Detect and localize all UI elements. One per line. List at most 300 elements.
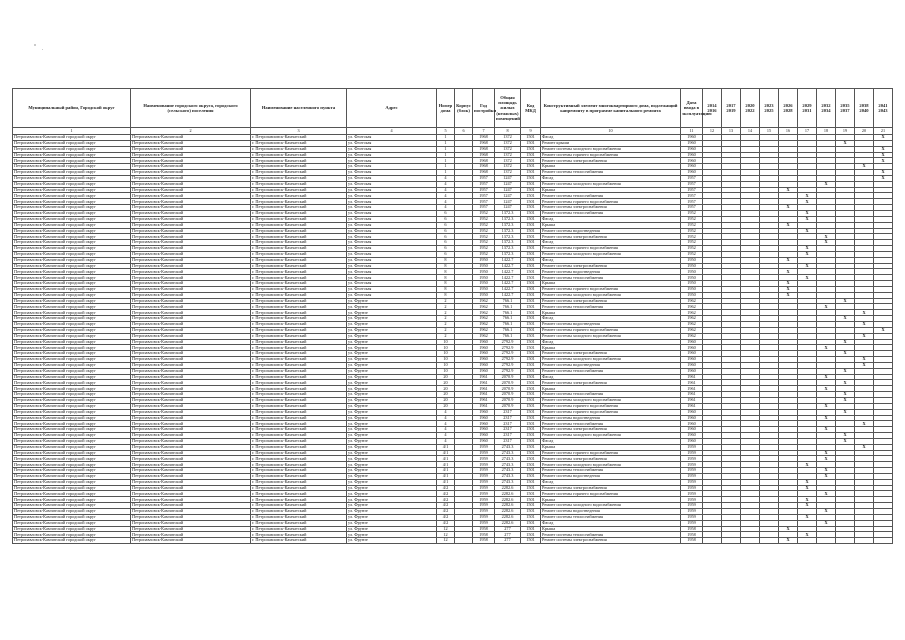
commission-date-cell: 1950 (681, 257, 703, 263)
district-cell: Петропавловск-Камчатский городской округ (13, 514, 131, 520)
house-number-cell: 4/1 (437, 473, 455, 479)
locality-cell: г. Петропавловск-Камчатский (251, 152, 347, 158)
period-cell: X (798, 503, 817, 509)
build-year-cell: 1959 (473, 462, 495, 468)
column-number: 14 (741, 128, 760, 135)
commission-date-cell: 1957 (681, 175, 703, 181)
column-header: Наименование населенного пункта (251, 89, 347, 128)
locality-cell: г. Петропавловск-Камчатский (251, 497, 347, 503)
settlement-cell: Петропавловск-Камчатский (131, 210, 251, 216)
mkd-code-cell: 1501 (521, 403, 541, 409)
settlement-cell: Петропавловск-Камчатский (131, 164, 251, 170)
district-cell: Петропавловск-Камчатский городской округ (13, 240, 131, 246)
area-cell: 1372.3 (495, 210, 521, 216)
build-year-cell: 1961 (473, 386, 495, 392)
scan-margin (0, 0, 905, 88)
house-number-cell: 10 (437, 357, 455, 363)
column-header: 2029 2031 (798, 89, 817, 128)
area-cell: 1372.3 (495, 240, 521, 246)
address-cell: ул. Фрунзе (347, 450, 437, 456)
area-cell: 1247 (495, 187, 521, 193)
column-header: Муниципальный район, Городской округ (13, 89, 131, 128)
settlement-cell: Петропавловск-Камчатский (131, 386, 251, 392)
locality-cell: г. Петропавловск-Камчатский (251, 158, 347, 164)
mkd-code-cell: 1501 (521, 427, 541, 433)
period-cell (703, 538, 722, 544)
area-cell: 2282.6 (495, 520, 521, 526)
address-cell: ул. Фрунзе (347, 298, 437, 304)
period-cell: X (836, 409, 855, 415)
commission-date-cell: 1962 (681, 310, 703, 316)
mkd-code-cell: 1501 (521, 397, 541, 403)
address-cell: ул. Флотская (347, 275, 437, 281)
address-cell: ул. Фрунзе (347, 485, 437, 491)
structural-element-cell: Ремонт системы горячего водоснабжения (541, 246, 681, 252)
mkd-code-cell: 1501 (521, 216, 541, 222)
commission-date-cell: 1957 (681, 193, 703, 199)
build-year-cell: 1962 (473, 310, 495, 316)
locality-cell: г. Петропавловск-Камчатский (251, 503, 347, 509)
period-cell: X (874, 146, 893, 152)
locality-cell: г. Петропавловск-Камчатский (251, 479, 347, 485)
build-year-cell: 1959 (473, 520, 495, 526)
settlement-cell: Петропавловск-Камчатский (131, 140, 251, 146)
area-cell: 2282.6 (495, 503, 521, 509)
period-cell: X (798, 246, 817, 252)
commission-date-cell: 1960 (681, 368, 703, 374)
area-cell: 1247 (495, 181, 521, 187)
column-header: 2014 2016 (703, 89, 722, 128)
build-year-cell: 1952 (473, 246, 495, 252)
settlement-cell: Петропавловск-Камчатский (131, 240, 251, 246)
commission-date-cell: 1950 (681, 269, 703, 275)
district-cell: Петропавловск-Камчатский городской округ (13, 246, 131, 252)
settlement-cell: Петропавловск-Камчатский (131, 187, 251, 193)
column-number: 4 (347, 128, 437, 135)
area-cell: 2792.9 (495, 351, 521, 357)
mkd-code-cell: 1501 (521, 269, 541, 275)
area-cell: 2070.9 (495, 392, 521, 398)
address-cell: ул. Фрунзе (347, 409, 437, 415)
settlement-cell: Петропавловск-Камчатский (131, 333, 251, 339)
build-year-cell: 1957 (473, 181, 495, 187)
address-cell: ул. Флотская (347, 210, 437, 216)
structural-element-cell: Ремонт системы теплоснабжения (541, 532, 681, 538)
build-year-cell: 1952 (473, 222, 495, 228)
mkd-code-cell: 1501 (521, 199, 541, 205)
period-cell: X (817, 374, 836, 380)
block-cell (455, 538, 473, 544)
district-cell: Петропавловск-Камчатский городской округ (13, 175, 131, 181)
build-year-cell: 1950 (473, 292, 495, 298)
build-year-cell: 1959 (473, 503, 495, 509)
mkd-code-cell: 1501 (521, 228, 541, 234)
locality-cell: г. Петропавловск-Камчатский (251, 427, 347, 433)
locality-cell: г. Петропавловск-Камчатский (251, 286, 347, 292)
house-number-cell: 6 (437, 246, 455, 252)
structural-element-cell: Ремонт системы водоотведения (541, 415, 681, 421)
build-year-cell: 1959 (473, 514, 495, 520)
mkd-code-cell: 1501 (521, 170, 541, 176)
area-cell: 1422.7 (495, 281, 521, 287)
address-cell: ул. Флотская (347, 234, 437, 240)
district-cell: Петропавловск-Камчатский городской округ (13, 257, 131, 263)
mkd-code-cell: 1501 (521, 415, 541, 421)
area-cell: 2317 (495, 427, 521, 433)
district-cell: Петропавловск-Камчатский городской округ (13, 199, 131, 205)
build-year-cell: 1960 (473, 357, 495, 363)
settlement-cell: Петропавловск-Камчатский (131, 497, 251, 503)
area-cell: 1247 (495, 175, 521, 181)
locality-cell: г. Петропавловск-Камчатский (251, 140, 347, 146)
mkd-code-cell: 1501 (521, 210, 541, 216)
structural-element-cell: Ремонт системы горячего водоснабжения (541, 403, 681, 409)
build-year-cell: 1962 (473, 322, 495, 328)
area-cell: 2743.3 (495, 444, 521, 450)
house-number-cell: 6 (437, 216, 455, 222)
address-cell: ул. Флотская (347, 146, 437, 152)
structural-element-cell: Ремонт системы теплоснабжения (541, 368, 681, 374)
commission-date-cell: 1961 (681, 392, 703, 398)
locality-cell: г. Петропавловск-Камчатский (251, 357, 347, 363)
column-header: 2020 2022 (741, 89, 760, 128)
structural-element-cell: Ремонт системы холодного водоснабжения (541, 333, 681, 339)
settlement-cell: Петропавловск-Камчатский (131, 392, 251, 398)
period-cell: X (874, 135, 893, 141)
address-cell: ул. Флотская (347, 199, 437, 205)
period-cell: X (798, 193, 817, 199)
address-cell: ул. Флотская (347, 152, 437, 158)
mkd-code-cell: 1501 (521, 357, 541, 363)
locality-cell: г. Петропавловск-Камчатский (251, 345, 347, 351)
column-header: Адрес (347, 89, 437, 128)
district-cell: Петропавловск-Камчатский городской округ (13, 275, 131, 281)
locality-cell: г. Петропавловск-Камчатский (251, 181, 347, 187)
period-cell: X (798, 216, 817, 222)
build-year-cell: 1962 (473, 327, 495, 333)
column-header: 2035 2037 (836, 89, 855, 128)
mkd-code-cell: 1501 (521, 351, 541, 357)
mkd-code-cell: 1501 (521, 251, 541, 257)
district-cell: Петропавловск-Камчатский городской округ (13, 135, 131, 141)
address-cell: ул. Флотская (347, 216, 437, 222)
structural-element-cell: Крыша (541, 281, 681, 287)
settlement-cell: Петропавловск-Камчатский (131, 275, 251, 281)
column-number: 18 (817, 128, 836, 135)
settlement-cell: Петропавловск-Камчатский (131, 170, 251, 176)
build-year-cell: 1961 (473, 397, 495, 403)
mkd-code-cell: 1501 (521, 140, 541, 146)
area-cell: 2792.9 (495, 362, 521, 368)
period-cell (836, 538, 855, 544)
address-cell: ул. Фрунзе (347, 532, 437, 538)
area-cell: 2792.9 (495, 368, 521, 374)
period-cell: X (836, 380, 855, 386)
mkd-code-cell: 1501 (521, 497, 541, 503)
commission-date-cell: 1960 (681, 339, 703, 345)
column-header: 2017 2019 (722, 89, 741, 128)
area-cell: 277 (495, 538, 521, 544)
structural-element-cell: Ремонт системы горячего водоснабжения (541, 327, 681, 333)
commission-date-cell: 1952 (681, 210, 703, 216)
mkd-code-cell: 1501 (521, 450, 541, 456)
house-number-cell: 10 (437, 351, 455, 357)
address-cell: ул. Флотская (347, 246, 437, 252)
structural-element-cell: Фасад (541, 339, 681, 345)
build-year-cell: 1957 (473, 175, 495, 181)
locality-cell: г. Петропавловск-Камчатский (251, 433, 347, 439)
column-header: Корпус (блок) (455, 89, 473, 128)
period-cell: X (836, 316, 855, 322)
period-cell (874, 538, 893, 544)
locality-cell: г. Петропавловск-Камчатский (251, 450, 347, 456)
locality-cell: г. Петропавловск-Камчатский (251, 333, 347, 339)
period-cell: X (798, 263, 817, 269)
house-number-cell: 2 (437, 322, 455, 328)
house-number-cell: 20 (437, 386, 455, 392)
structural-element-cell: Крыша (541, 164, 681, 170)
mkd-code-cell: 1501 (521, 152, 541, 158)
commission-date-cell: 1962 (681, 327, 703, 333)
area-cell: 1247 (495, 199, 521, 205)
table-row (13, 538, 893, 544)
column-header: Номер дома (437, 89, 455, 128)
address-cell: ул. Фрунзе (347, 327, 437, 333)
area-cell: 277 (495, 532, 521, 538)
mkd-code-cell: 1501 (521, 509, 541, 515)
structural-element-cell: Фасад (541, 374, 681, 380)
mkd-code-cell: 1501 (521, 275, 541, 281)
settlement-cell: Петропавловск-Камчатский (131, 298, 251, 304)
house-number-cell: 6 (437, 251, 455, 257)
district-cell: Петропавловск-Камчатский городской округ (13, 362, 131, 368)
house-number-cell: 4/1 (437, 479, 455, 485)
period-cell: X (855, 333, 874, 339)
locality-cell: г. Петропавловск-Камчатский (251, 263, 347, 269)
commission-date-cell: 1950 (681, 286, 703, 292)
locality-cell: г. Петропавловск-Камчатский (251, 368, 347, 374)
mkd-code-cell: 1501 (521, 485, 541, 491)
structural-element-cell: Ремонт системы водоотведения (541, 269, 681, 275)
house-number-cell: 1 (437, 135, 455, 141)
structural-element-cell: Фасад (541, 257, 681, 263)
column-number: 1 (13, 128, 131, 135)
house-number-cell: 10 (437, 345, 455, 351)
district-cell: Петропавловск-Камчатский городской округ (13, 322, 131, 328)
house-number-cell: 2 (437, 333, 455, 339)
build-year-cell: 1952 (473, 228, 495, 234)
build-year-cell: 1957 (473, 205, 495, 211)
house-number-cell: 1 (437, 140, 455, 146)
period-cell: X (855, 421, 874, 427)
column-header: Наименование городского округа, городского (сельского) поселения (131, 89, 251, 128)
structural-element-cell: Фасад (541, 240, 681, 246)
mkd-code-cell: 1501 (521, 421, 541, 427)
address-cell: ул. Фрунзе (347, 351, 437, 357)
period-cell: X (817, 473, 836, 479)
settlement-cell: Петропавловск-Камчатский (131, 415, 251, 421)
district-cell: Петропавловск-Камчатский городской округ (13, 158, 131, 164)
mkd-code-cell: 1501 (521, 234, 541, 240)
address-cell: ул. Фрунзе (347, 397, 437, 403)
district-cell: Петропавловск-Камчатский городской округ (13, 403, 131, 409)
area-cell: 2282.6 (495, 485, 521, 491)
build-year-cell: 1957 (473, 187, 495, 193)
locality-cell: г. Петропавловск-Камчатский (251, 222, 347, 228)
address-cell: ул. Фрунзе (347, 444, 437, 450)
area-cell: 2317 (495, 415, 521, 421)
build-year-cell: 1960 (473, 409, 495, 415)
area-cell: 766.1 (495, 298, 521, 304)
district-cell: Петропавловск-Камчатский городской округ (13, 345, 131, 351)
mkd-code-cell: 1501 (521, 240, 541, 246)
period-cell: X (798, 199, 817, 205)
structural-element-cell: Ремонт системы электроснабжения (541, 298, 681, 304)
area-cell: 1247 (495, 205, 521, 211)
column-header: Код МКД (521, 89, 541, 128)
house-number-cell: 8 (437, 269, 455, 275)
district-cell: Петропавловск-Камчатский городской округ (13, 216, 131, 222)
district-cell: Петропавловск-Камчатский городской округ (13, 286, 131, 292)
locality-cell: г. Петропавловск-Камчатский (251, 216, 347, 222)
settlement-cell: Петропавловск-Камчатский (131, 310, 251, 316)
locality-cell: г. Петропавловск-Камчатский (251, 421, 347, 427)
settlement-cell: Петропавловск-Камчатский (131, 257, 251, 263)
build-year-cell: 1960 (473, 433, 495, 439)
district-cell: Петропавловск-Камчатский городской округ (13, 339, 131, 345)
build-year-cell: 1968 (473, 158, 495, 164)
build-year-cell: 1950 (473, 275, 495, 281)
address-cell: ул. Фрунзе (347, 415, 437, 421)
period-cell: X (817, 491, 836, 497)
mkd-code-cell: 1501 (521, 281, 541, 287)
commission-date-cell: 1959 (681, 462, 703, 468)
build-year-cell: 1959 (473, 509, 495, 515)
area-cell: 2070.9 (495, 397, 521, 403)
settlement-cell: Петропавловск-Камчатский (131, 269, 251, 275)
district-cell: Петропавловск-Камчатский городской округ (13, 444, 131, 450)
address-cell: ул. Флотская (347, 158, 437, 164)
settlement-cell: Петропавловск-Камчатский (131, 438, 251, 444)
settlement-cell: Петропавловск-Камчатский (131, 450, 251, 456)
build-year-cell: 1950 (473, 263, 495, 269)
address-cell: ул. Флотская (347, 263, 437, 269)
district-cell: Петропавловск-Камчатский городской округ (13, 462, 131, 468)
house-number-cell: 20 (437, 403, 455, 409)
settlement-cell: Петропавловск-Камчатский (131, 509, 251, 515)
commission-date-cell: 1962 (681, 322, 703, 328)
district-cell: Петропавловск-Камчатский городской округ (13, 409, 131, 415)
period-cell: X (855, 444, 874, 450)
locality-cell: г. Петропавловск-Камчатский (251, 514, 347, 520)
structural-element-cell: Ремонт системы электроснабжения (541, 158, 681, 164)
area-cell: 2282.6 (495, 509, 521, 515)
district-cell: Петропавловск-Камчатский городской округ (13, 298, 131, 304)
locality-cell: г. Петропавловск-Камчатский (251, 392, 347, 398)
build-year-cell: 1959 (473, 497, 495, 503)
area-cell: 766.1 (495, 333, 521, 339)
build-year-cell: 1960 (473, 368, 495, 374)
address-cell: ул. Фрунзе (347, 403, 437, 409)
house-number-cell: 12 (437, 526, 455, 532)
commission-date-cell: 1959 (681, 450, 703, 456)
commission-date-cell: 1950 (681, 292, 703, 298)
house-number-cell: 1 (437, 170, 455, 176)
address-cell: ул. Флотская (347, 257, 437, 263)
mkd-code-cell: 1501 (521, 304, 541, 310)
structural-element-cell: Фасад (541, 479, 681, 485)
district-cell: Петропавловск-Камчатский городской округ (13, 468, 131, 474)
district-cell: Петропавловск-Камчатский городской округ (13, 222, 131, 228)
structural-element-cell: Ремонт системы теплоснабжения (541, 304, 681, 310)
mkd-code-cell: 1501 (521, 532, 541, 538)
locality-cell: г. Петропавловск-Камчатский (251, 164, 347, 170)
structural-element-cell: Ремонт системы теплоснабжения (541, 275, 681, 281)
commission-date-cell: 1960 (681, 438, 703, 444)
period-cell (855, 538, 874, 544)
period-cell: X (836, 392, 855, 398)
commission-date-cell: 1952 (681, 234, 703, 240)
settlement-cell: Петропавловск-Камчатский (131, 456, 251, 462)
column-header: Общая площадь жилых (нежилых) помещений (495, 89, 521, 128)
commission-date-cell: 1959 (681, 503, 703, 509)
mkd-code-cell: 1501 (521, 263, 541, 269)
structural-element-cell: Ремонт системы теплоснабжения (541, 421, 681, 427)
settlement-cell: Петропавловск-Камчатский (131, 380, 251, 386)
address-cell: ул. Фрунзе (347, 362, 437, 368)
house-number-cell: 4/2 (437, 491, 455, 497)
house-number-cell: 2 (437, 316, 455, 322)
build-year-cell: 1958 (473, 538, 495, 544)
build-year-cell: 1960 (473, 438, 495, 444)
house-number-cell: 2 (437, 298, 455, 304)
address-cell: ул. Фрунзе (347, 427, 437, 433)
period-cell (817, 538, 836, 544)
address-cell: ул. Флотская (347, 187, 437, 193)
build-year-cell: 1959 (473, 450, 495, 456)
structural-element-cell: Ремонт системы водоотведения (541, 473, 681, 479)
settlement-cell: Петропавловск-Камчатский (131, 339, 251, 345)
period-cell (722, 538, 741, 544)
settlement-cell: Петропавловск-Камчатский (131, 485, 251, 491)
district-cell: Петропавловск-Камчатский городской округ (13, 491, 131, 497)
build-year-cell: 1959 (473, 485, 495, 491)
column-header: 2023 2025 (760, 89, 779, 128)
area-cell: 1372.3 (495, 234, 521, 240)
address-cell: ул. Флотская (347, 222, 437, 228)
district-cell: Петропавловск-Камчатский городской округ (13, 456, 131, 462)
district-cell: Петропавловск-Камчатский городской округ (13, 374, 131, 380)
column-number: 8 (495, 128, 521, 135)
district-cell: Петропавловск-Камчатский городской округ (13, 193, 131, 199)
commission-date-cell: 1952 (681, 240, 703, 246)
structural-element-cell: Ремонт системы водоотведения (541, 362, 681, 368)
structural-element-cell: Фасад (541, 216, 681, 222)
mkd-code-cell: 1501 (521, 345, 541, 351)
scan-speck (34, 44, 36, 46)
address-cell: ул. Фрунзе (347, 357, 437, 363)
district-cell: Петропавловск-Камчатский городской округ (13, 263, 131, 269)
house-number-cell: 20 (437, 392, 455, 398)
house-number-cell: 6 (437, 234, 455, 240)
district-cell: Петропавловск-Камчатский городской округ (13, 181, 131, 187)
period-cell: X (779, 281, 798, 287)
house-number-cell: 4/1 (437, 468, 455, 474)
locality-cell: г. Петропавловск-Камчатский (251, 275, 347, 281)
area-cell: 2070.9 (495, 403, 521, 409)
period-cell: X (798, 497, 817, 503)
commission-date-cell: 1960 (681, 362, 703, 368)
